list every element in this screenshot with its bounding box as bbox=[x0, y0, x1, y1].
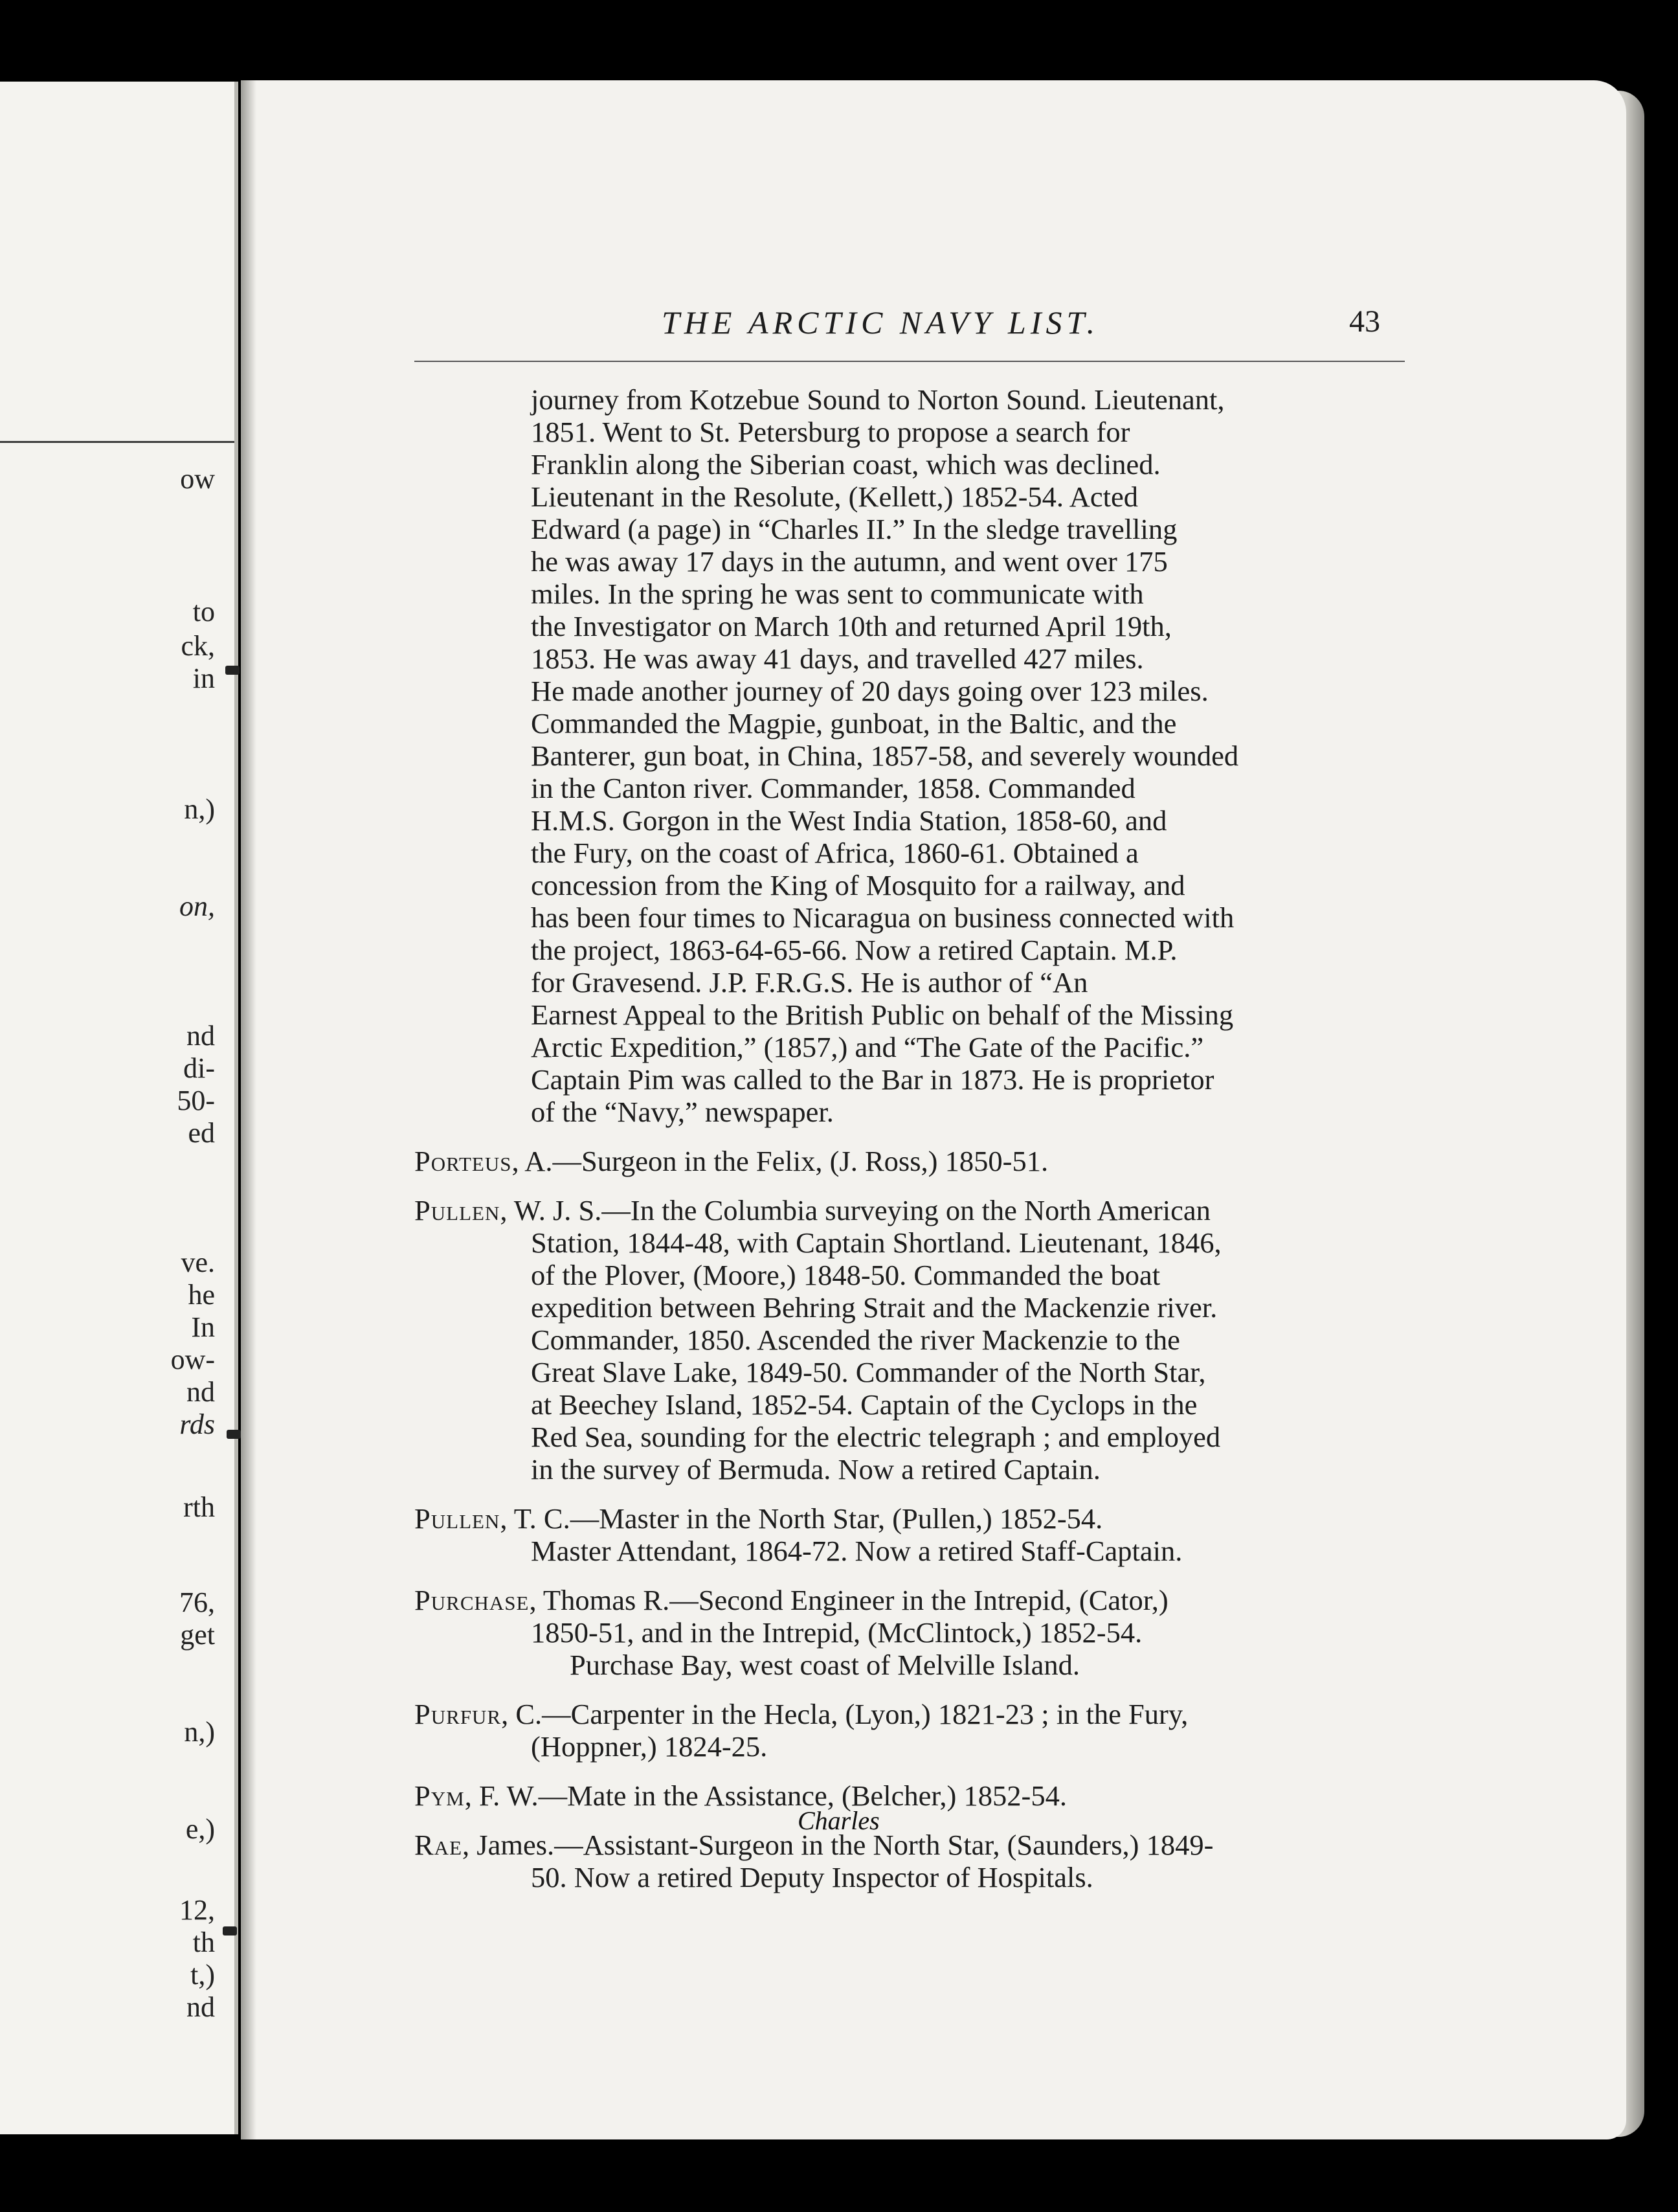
text-line: Arctic Expedition,” (1857,) and “The Gate of the Pacific.” bbox=[531, 1031, 1204, 1063]
text-line: in the survey of Bermuda. Now a retired Captain. bbox=[531, 1453, 1101, 1485]
text-line: miles. In the spring he was sent to communicate with bbox=[531, 578, 1144, 610]
entry-first-line bbox=[414, 1194, 1626, 1226]
entry-continuation bbox=[531, 1226, 1626, 1485]
facing-page-fragment: 50- bbox=[177, 1085, 215, 1116]
facing-page-fragment: rth bbox=[183, 1491, 215, 1523]
text-line: Earnest Appeal to the British Public on behalf of the Missing bbox=[531, 999, 1234, 1031]
facing-page-fragment: th bbox=[192, 1926, 215, 1958]
book-page bbox=[241, 80, 1626, 2139]
entry-continuation bbox=[531, 1861, 1626, 1893]
running-head bbox=[241, 304, 1626, 356]
binding-mark bbox=[223, 1926, 237, 1936]
facing-page-fragment: ow bbox=[180, 463, 215, 495]
entry-continuation bbox=[531, 1616, 1626, 1681]
facing-page-fragment: e,) bbox=[185, 1813, 215, 1845]
text-line: in the Canton river. Commander, 1858. Commanded bbox=[531, 772, 1135, 804]
handwritten-annotation: Charles bbox=[798, 1806, 880, 1835]
facing-page-fragment: ow- bbox=[170, 1344, 215, 1375]
entry-headword: Rae bbox=[414, 1829, 463, 1861]
facing-page-fragment: ck, bbox=[181, 630, 215, 662]
text-line: he was away 17 days in the autumn, and went over 175 bbox=[531, 545, 1168, 578]
entry-first-line bbox=[414, 1698, 1626, 1730]
entry-text: , C.—Carpenter in the Hecla, (Lyon,) 1821-23 ; in the Fury, bbox=[501, 1698, 1189, 1730]
facing-page-fragment: ed bbox=[188, 1117, 215, 1149]
page-number: 43 bbox=[1349, 304, 1380, 339]
text-line: Purchase Bay, west coast of Melville Island. bbox=[570, 1649, 1080, 1681]
text-line: (Hoppner,) 1824-25. bbox=[531, 1730, 768, 1763]
text-line: Red Sea, sounding for the electric telegraph ; and employed bbox=[531, 1421, 1221, 1453]
facing-page-fragment: in bbox=[192, 662, 215, 694]
entry-headword: Purfur bbox=[414, 1698, 502, 1730]
entry-continuation bbox=[531, 1730, 1626, 1763]
facing-page-fragment: rds bbox=[179, 1408, 215, 1440]
binding-mark bbox=[225, 666, 240, 675]
facing-page-fragment: 12, bbox=[179, 1894, 215, 1926]
entry-pullen-tc bbox=[414, 1502, 1626, 1567]
text-line: 50. Now a retired Deputy Inspector of Hospitals. bbox=[531, 1861, 1093, 1893]
text-line: concession from the King of Mosquito for a railway, and bbox=[531, 869, 1185, 901]
entry-pym bbox=[414, 1779, 1626, 1812]
facing-page-fragment: to bbox=[192, 596, 215, 627]
facing-page-rule bbox=[0, 441, 234, 443]
text-line: Edward (a page) in “Charles II.” In the sledge travelling bbox=[531, 513, 1178, 545]
entry-headword: Pym bbox=[414, 1779, 465, 1812]
facing-page-fragment: n,) bbox=[184, 793, 215, 825]
facing-page-fragment: nd bbox=[186, 1376, 215, 1408]
entry-text: , T. C.—Master in the North Star, (Pullen,) 1852-54. bbox=[500, 1502, 1103, 1535]
text-line: of the “Navy,” newspaper. bbox=[531, 1096, 834, 1128]
text-line: Master Attendant, 1864-72. Now a retired Staff-Captain. bbox=[531, 1535, 1183, 1567]
facing-page-fragment: get bbox=[180, 1619, 215, 1651]
facing-page-fragment: di- bbox=[183, 1052, 215, 1084]
entry-text: , F. W.—Mate in the Assistance, (Belcher,) 1852-54. bbox=[464, 1779, 1067, 1812]
entry-first-line bbox=[414, 1145, 1626, 1177]
header-rule bbox=[414, 361, 1405, 362]
text-line: the project, 1863-64-65-66. Now a retired Captain. M.P. bbox=[531, 934, 1178, 966]
entry-rae bbox=[414, 1829, 1626, 1893]
text-line: He made another journey of 20 days going over 123 miles. bbox=[531, 675, 1209, 707]
gutter-shadow bbox=[241, 80, 256, 2139]
facing-page-fragment: on, bbox=[179, 890, 215, 922]
text-line: for Gravesend. J.P. F.R.G.S. He is author of “An bbox=[531, 966, 1088, 999]
facing-page-fragment: nd bbox=[186, 1991, 215, 2023]
text-line: H.M.S. Gorgon in the West India Station, 1858-60, and bbox=[531, 804, 1167, 837]
entry-headword: Purchase bbox=[414, 1584, 530, 1616]
text-line: Commanded the Magpie, gunboat, in the Baltic, and the bbox=[531, 707, 1177, 739]
text-line: 1853. He was away 41 days, and travelled 427 miles. bbox=[531, 642, 1144, 675]
entry-first-line bbox=[414, 1779, 1626, 1812]
text-line: Station, 1844-48, with Captain Shortland. Lieutenant, 1846, bbox=[531, 1226, 1222, 1259]
page-body bbox=[414, 383, 1626, 1893]
text-line: has been four times to Nicaragua on business connected with bbox=[531, 901, 1235, 934]
entry-first-line bbox=[414, 1829, 1626, 1861]
entry-text: , A.—Surgeon in the Felix, (J. Ross,) 1850-51. bbox=[511, 1145, 1049, 1177]
facing-page-fragment: t,) bbox=[190, 1959, 215, 1991]
facing-page bbox=[0, 82, 238, 2134]
text-line: 1850-51, and in the Intrepid, (McClintock,) 1852-54. bbox=[531, 1616, 1143, 1649]
entry-headword: Porteus bbox=[414, 1145, 512, 1177]
facing-page-fragment: In bbox=[191, 1311, 215, 1343]
entry-continuation bbox=[531, 1535, 1626, 1567]
text-line: expedition between Behring Strait and the Mackenzie river. bbox=[531, 1291, 1218, 1324]
entry-text: , W. J. S.—In the Columbia surveying on the North American bbox=[500, 1194, 1211, 1226]
facing-page-fragment: n,) bbox=[184, 1716, 215, 1748]
text-line: the Fury, on the coast of Africa, 1860-61. Obtained a bbox=[531, 837, 1139, 869]
text-line: Franklin along the Siberian coast, which was declined. bbox=[531, 448, 1161, 480]
text-line: the Investigator on March 10th and returned April 19th, bbox=[531, 610, 1172, 642]
entry-text: , Thomas R.—Second Engineer in the Intrepid, (Cator,) bbox=[529, 1584, 1169, 1616]
text-line: Lieutenant in the Resolute, (Kellett,) 1852-54. Acted bbox=[531, 480, 1138, 513]
entry-text: , James.—Assistant-Surgeon in the North Star, (Saunders,) 1849- bbox=[462, 1829, 1214, 1861]
running-title: THE ARCTIC NAVY LIST. bbox=[662, 304, 1100, 341]
text-line: Commander, 1850. Ascended the river Mackenzie to the bbox=[531, 1324, 1180, 1356]
text-line: Banterer, gun boat, in China, 1857-58, and severely wounded bbox=[531, 739, 1239, 772]
binding-mark bbox=[227, 1430, 241, 1439]
text-line: 1851. Went to St. Petersburg to propose a search for bbox=[531, 416, 1130, 448]
facing-page-fragment: nd bbox=[186, 1020, 215, 1052]
facing-page-fragment: ve. bbox=[181, 1247, 215, 1278]
entry-headword: Pullen bbox=[414, 1502, 500, 1535]
entry-headword: Pullen bbox=[414, 1194, 500, 1226]
facing-page-fragment: he bbox=[188, 1279, 215, 1311]
entry-pullen-wjs bbox=[414, 1194, 1626, 1485]
text-line: journey from Kotzebue Sound to Norton Sound. Lieutenant, bbox=[531, 383, 1225, 416]
continued-entry bbox=[414, 383, 1626, 1128]
entry-porteus bbox=[414, 1145, 1626, 1177]
text-line: Captain Pim was called to the Bar in 1873. He is proprietor bbox=[531, 1063, 1214, 1096]
text-line: Great Slave Lake, 1849-50. Commander of the North Star, bbox=[531, 1356, 1206, 1388]
entry-purfur bbox=[414, 1698, 1626, 1763]
entry-purchase bbox=[414, 1584, 1626, 1681]
text-line: at Beechey Island, 1852-54. Captain of the Cyclops in the bbox=[531, 1388, 1198, 1421]
text-line: of the Plover, (Moore,) 1848-50. Commanded the boat bbox=[531, 1259, 1161, 1291]
facing-page-fragment: 76, bbox=[179, 1586, 215, 1618]
entry-first-line bbox=[414, 1584, 1626, 1616]
entry-first-line bbox=[414, 1502, 1626, 1535]
